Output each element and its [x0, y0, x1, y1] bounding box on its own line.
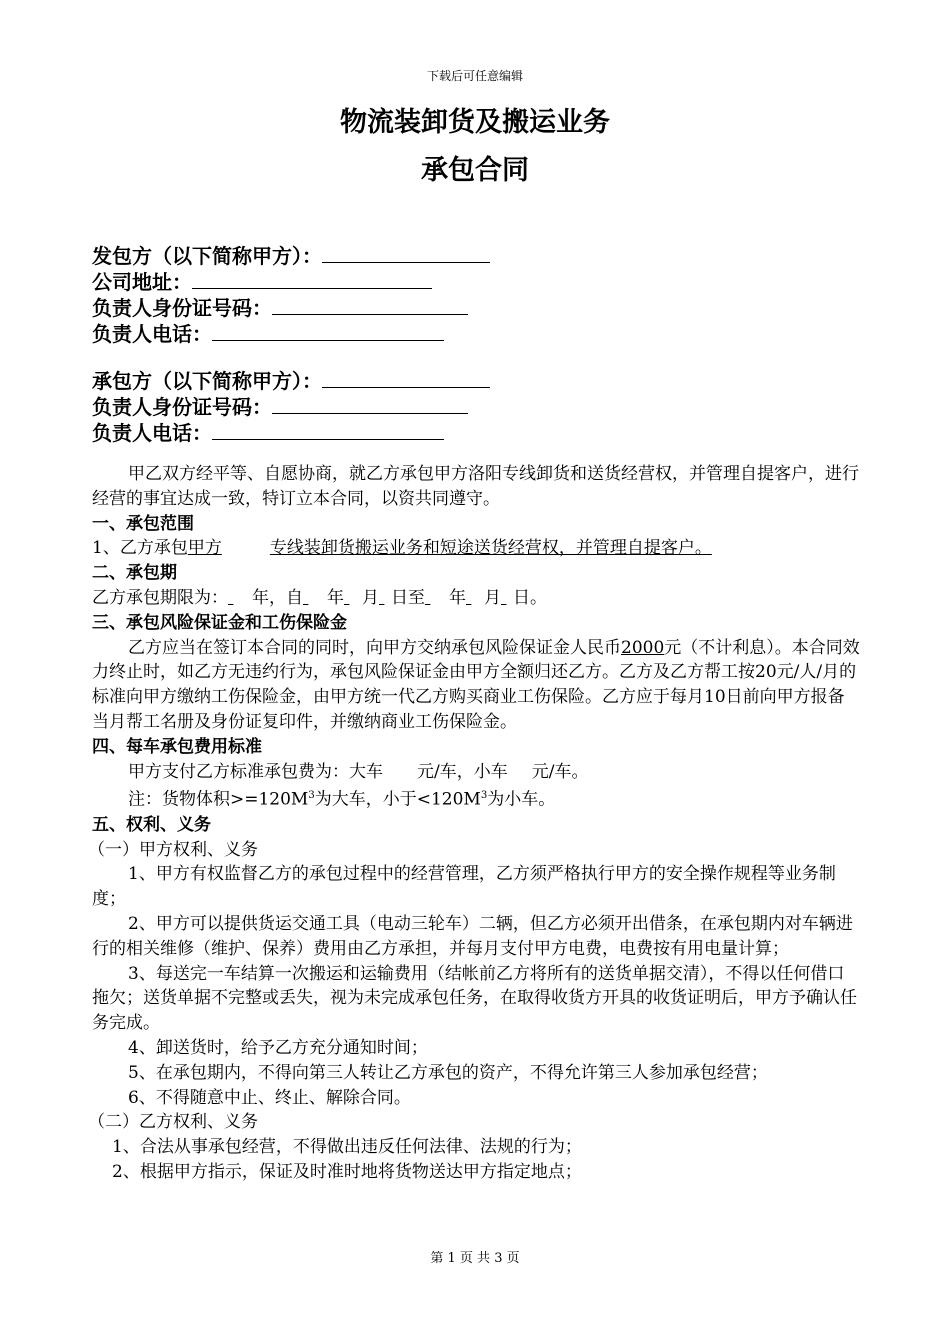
party-b-contractor-label: 承包方（以下简称甲方）： — [92, 369, 322, 393]
party-b-id-blank — [272, 394, 468, 414]
intro-paragraph: 甲乙双方经平等、自愿协商，就乙方承包甲方洛阳专线卸货和送货经营权，并管理自提客户，进行经营的事宜达成一致，特订立本合同，以资共同遵守。 — [92, 464, 859, 509]
party-a-contractor-label: 发包方（以下简称甲方）： — [92, 244, 322, 268]
party-b-item: 1、合法从事承包经营，不得做出违反任何法律、法规的行为； — [112, 1137, 582, 1158]
period-label: 乙方承包期限为： — [92, 587, 228, 608]
page-footer: 第 1 页 共 3 页 — [430, 1251, 520, 1266]
party-a-address-label: 公司地址： — [92, 270, 192, 294]
section-4-note — [92, 784, 860, 812]
section-3-paragraph — [92, 636, 860, 735]
party-a-contractor-blank — [322, 243, 490, 263]
party-b-phone-blank — [212, 420, 444, 440]
period-text-5: 日至 — [391, 587, 425, 608]
start-day-blank — [379, 586, 391, 611]
party-b-block — [92, 368, 490, 446]
fee-text-c: 元/车。 — [531, 761, 589, 782]
party-a-id-blank — [272, 295, 468, 315]
section-1-underlined — [188, 538, 712, 558]
party-a-address-line — [92, 269, 490, 295]
years-blank — [228, 586, 252, 611]
period-text-7: 月 — [484, 587, 501, 608]
end-day-blank — [501, 586, 513, 611]
party-b-id-label: 负责人身份证号码： — [92, 395, 272, 419]
party-a-item: 5、在承包期内，不得向第三人转让乙方承包的资产，不得允许第三人参加承包经营； — [128, 1062, 768, 1083]
party-b-contractor-line — [92, 368, 490, 394]
section-1-item — [92, 536, 860, 561]
start-year-blank — [303, 586, 327, 611]
section-1-prefix: 1、乙方承包 — [92, 538, 188, 559]
note-sup-2: 3 — [480, 790, 488, 802]
contract-body — [88, 462, 860, 1185]
party-b-phone-line — [92, 420, 490, 446]
party-a-block — [92, 243, 490, 347]
end-year-blank — [425, 586, 449, 611]
deposit-amount: 2000 — [621, 637, 665, 658]
section-1-party: 甲方 — [187, 538, 222, 559]
section-4-fee-line — [92, 760, 860, 785]
party-a-contractor-line — [92, 243, 490, 269]
fee-text-b: 元/车，小车 — [417, 761, 508, 782]
party-b-phone-label: 负责人电话： — [92, 421, 212, 445]
party-a-address-blank — [192, 269, 432, 289]
period-text-8: 日。 — [513, 587, 547, 608]
section-4-heading: 四、每车承包费用标准 — [92, 736, 262, 757]
party-a-id-line — [92, 295, 490, 321]
section-5-heading: 五、权利、义务 — [92, 814, 211, 835]
party-a-phone-label: 负责人电话： — [92, 322, 212, 346]
note-text-b: 为大车，小于<120M — [314, 790, 481, 811]
party-a-phone-line — [92, 321, 490, 347]
section-3-text-b: 元（不计利息）。本合同效力终止时，如乙方无违约行为，承包风险保证金由甲方全额归还乙方。乙方及乙方帮工按20元/人/月的标准向甲方缴纳工伤保险金，由甲方统一代乙方购买商业工伤保险。乙方应于每月10日前向甲方报备当月帮工名册及身份证复印件，并缴纳商业工伤保险金。 — [92, 637, 860, 732]
party-a-item: 2、甲方可以提供货运交通工具（电动三轮车）二辆，但乙方必须开出借条，在承包期内对车辆进行的相关维修（维护、保养）费用由乙方承担，并每月支付甲方电费，电费按有用电量计算； — [92, 914, 853, 959]
section-3-heading: 三、承包风险保证金和工伤保险金 — [92, 612, 347, 633]
party-b-contractor-blank — [322, 368, 490, 388]
party-a-item: 3、每送完一车结算一次搬运和运输费用（结帐前乙方将所有的送货单据交清），不得以任何借口拖欠；送货单据不完整或丢失，视为未完成承包任务，在取得收货方开具的收货证明后，甲方予确认任务完成。 — [92, 963, 857, 1034]
section-3-text-a: 乙方应当在签订本合同的同时，向甲方交纳承包风险保证金人民币 — [128, 637, 621, 658]
party-a-item: 6、不得随意中止、终止、解除合同。 — [128, 1087, 411, 1108]
note-text-a: 注：货物体积>=120M — [128, 790, 309, 811]
note-text-c: 为小车。 — [487, 790, 556, 811]
party-a-item: 4、卸送货时，给予乙方充分通知时间； — [128, 1037, 428, 1058]
end-month-blank — [466, 586, 484, 611]
party-a-item: 1、甲方有权监督乙方的承包过程中的经营管理，乙方须严格执行甲方的安全操作规程等业务制度； — [92, 864, 836, 910]
section-1-scope: 专线装卸货搬运业务和短途送货经营权，并管理自提客户。 — [269, 538, 712, 559]
section-2-heading: 二、承包期 — [92, 563, 177, 584]
party-a-id-label: 负责人身份证号码： — [92, 296, 272, 320]
contract-subtitle: 承包合同 — [421, 155, 529, 186]
contract-title: 物流装卸货及搬运业务 — [340, 107, 610, 138]
party-b-rights-heading: （二）乙方权利、义务 — [88, 1112, 258, 1133]
period-text-2: 年，自 — [252, 587, 303, 608]
party-b-id-line — [92, 394, 490, 420]
period-text-4: 月 — [362, 587, 379, 608]
party-a-rights-heading: （一）甲方权利、义务 — [88, 839, 258, 860]
party-a-phone-blank — [212, 321, 444, 341]
period-text-3: 年 — [327, 587, 344, 608]
party-b-item: 2、根据甲方指示，保证及时准时地将货物送达甲方指定地点； — [112, 1161, 582, 1182]
note-sup-1: 3 — [308, 790, 315, 802]
period-text-6: 年 — [449, 587, 466, 608]
page-header: 下载后可任意编辑 — [426, 69, 523, 83]
section-2-period — [92, 586, 860, 611]
start-month-blank — [344, 586, 362, 611]
fee-text-a: 甲方支付乙方标准承包费为：大车 — [128, 761, 383, 782]
section-1-heading: 一、承包范围 — [92, 513, 194, 534]
